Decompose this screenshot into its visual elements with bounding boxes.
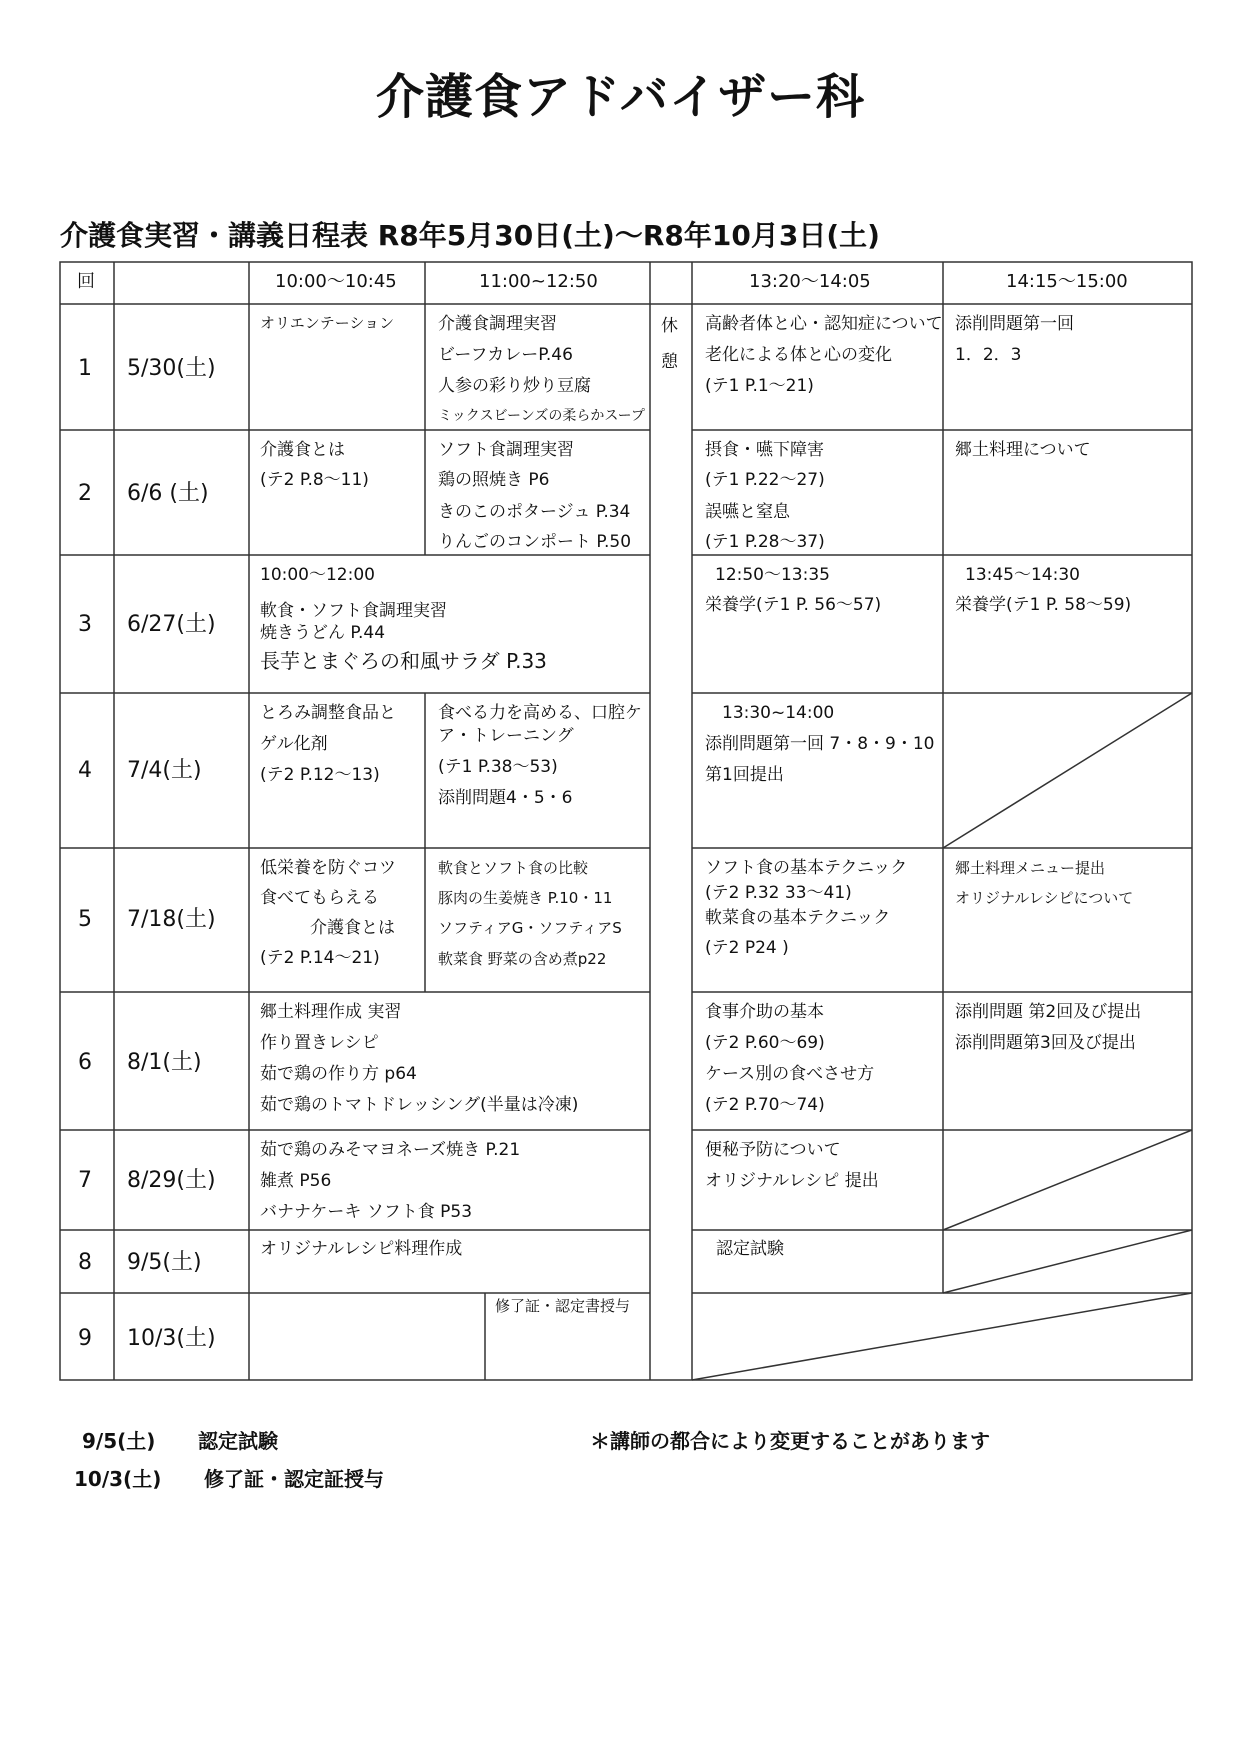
header-time-1: 10:00～10:45	[275, 271, 397, 292]
cell-text: 軟菜食の基本テクニック	[705, 908, 891, 928]
cell-text: (テ1 P.1～21)	[705, 376, 814, 396]
row-number: 6	[78, 1050, 92, 1075]
cell-text: ケース別の食べさせ方	[705, 1064, 875, 1084]
cell-text: 13:30~14:00	[722, 703, 835, 723]
row-number: 9	[78, 1326, 92, 1351]
cell-text: 郷土料理について	[955, 440, 1091, 460]
footer-date-2: 10/3(土)	[74, 1467, 162, 1491]
row-number: 7	[78, 1168, 92, 1193]
cell-text: (テ1 P.38～53)	[438, 757, 558, 777]
cell-text: (テ2 P.70～74)	[705, 1095, 825, 1115]
cell-text: 食事介助の基本	[705, 1002, 824, 1022]
cell-text: (テ2 P.12～13)	[260, 765, 380, 785]
row-date: 6/27(土)	[127, 612, 216, 637]
header-time-3: 13:20～14:05	[749, 271, 871, 292]
schedule-subtitle: 介護食実習・講義日程表 R8年5月30日(土)～R8年10月3日(土)	[60, 219, 880, 252]
cell-text: ソフティアG・ソフティアS	[438, 919, 622, 937]
cell-text: オリジナルレシピ 提出	[705, 1171, 879, 1191]
cell-text: 軟食とソフト食の比較	[438, 859, 589, 877]
cell-text: (テ2 P.32 33～41)	[705, 883, 852, 903]
cell-text: 13:45～14:30	[965, 565, 1080, 585]
cell-text: きのこのポタージュ P.34	[438, 502, 631, 522]
cell-text: 鶏の照焼き P6	[438, 470, 550, 490]
break-label-1: 休	[661, 316, 678, 336]
row-number: 3	[78, 612, 92, 637]
cell-text: 介護食とは	[260, 440, 345, 460]
row-date: 5/30(土)	[127, 356, 216, 381]
row-date: 7/18(土)	[127, 907, 216, 932]
cell-text: 茹で鶏のトマトドレッシング(半量は冷凍)	[260, 1095, 579, 1115]
empty-cell-diagonal	[943, 1130, 1192, 1230]
cell-text: 介護食とは	[310, 918, 395, 938]
footer-text-2: 修了証・認定証授与	[204, 1467, 384, 1491]
cell-text: 低栄養を防ぐコツ	[260, 858, 396, 878]
cell-text: 郷土料理作成 実習	[260, 1002, 402, 1022]
cell-text: ア・トレーニング	[438, 726, 574, 746]
cell-text: 10:00～12:00	[260, 565, 375, 585]
cell-text: 修了証・認定書授与	[495, 1297, 631, 1315]
cell-text: 便秘予防について	[705, 1140, 841, 1160]
header-time-2: 11:00~12:50	[479, 271, 598, 292]
cell-text: とろみ調整食品と	[260, 703, 396, 723]
cell-text: (テ1 P.22～27)	[705, 470, 825, 490]
cell-text: りんごのコンポート P.50	[438, 532, 632, 552]
cell-text: (テ2 P.14～21)	[260, 948, 380, 968]
row-number: 8	[78, 1250, 92, 1275]
row-number: 2	[78, 481, 92, 506]
row-number: 4	[78, 758, 92, 783]
cell-text: 作り置きレシピ	[260, 1033, 379, 1053]
cell-text: 茹で鶏の作り方 p64	[260, 1064, 417, 1084]
row-number: 5	[78, 907, 92, 932]
cell-text: 認定試験	[716, 1239, 784, 1259]
cell-text: 人参の彩り炒り豆腐	[438, 376, 591, 396]
footer-text-1: 認定試験	[198, 1429, 278, 1453]
footer-date-1: 9/5(土)	[82, 1429, 156, 1453]
cell-text: 12:50～13:35	[715, 565, 830, 585]
cell-text: 長芋とまぐろの和風サラダ P.33	[260, 649, 547, 673]
cell-text: オリジナルレシピ料理作成	[260, 1239, 463, 1259]
cell-text: 栄養学(テ1 P. 56～57)	[705, 595, 882, 615]
cell-text: 焼きうどん P.44	[260, 623, 386, 643]
cell-text: オリエンテーション	[260, 314, 395, 332]
cell-text: 食べてもらえる	[260, 888, 379, 908]
row-number: 1	[78, 356, 92, 381]
page-title: 介護食アドバイザー科	[375, 69, 866, 125]
cell-text: 添削問題第3回及び提出	[955, 1033, 1136, 1053]
cell-text: (テ1 P.28～37)	[705, 532, 825, 552]
cell-text: 軟菜食 野菜の含め煮p22	[438, 950, 607, 968]
cell-text: (テ2 P24 )	[705, 938, 789, 958]
row-date: 7/4(土)	[127, 758, 202, 783]
break-label-2: 憩	[661, 352, 678, 372]
cell-text: 摂食・嚥下障害	[705, 440, 824, 460]
cell-text: ソフト食の基本テクニック	[705, 858, 908, 878]
cell-text: 軟食・ソフト食調理実習	[260, 601, 447, 621]
cell-text: 1．2．3	[955, 345, 1022, 365]
cell-text: 郷土料理メニュー提出	[955, 859, 1106, 877]
cell-text: 添削問題 第2回及び提出	[955, 1002, 1142, 1022]
cell-text: 老化による体と心の変化	[705, 345, 892, 365]
footer-note: ＊講師の都合により変更することがあります	[590, 1429, 990, 1453]
cell-text: 添削問題4・5・6	[438, 788, 573, 808]
cell-text: 第1回提出	[705, 765, 784, 785]
empty-cell-diagonal	[943, 693, 1192, 848]
row-date: 10/3(土)	[127, 1326, 216, 1351]
cell-text: 高齢者体と心・認知症について	[705, 314, 943, 334]
cell-text: 雑煮 P56	[260, 1171, 332, 1191]
row-date: 9/5(土)	[127, 1250, 202, 1275]
cell-text: 茹で鶏のみそマヨネーズ焼き P.21	[260, 1140, 521, 1160]
row-date: 6/6 (土)	[127, 481, 209, 506]
cell-text: ミックスビーンズの柔らかスープ	[438, 408, 645, 424]
cell-text: 豚肉の生姜焼き P.10・11	[438, 889, 613, 907]
cell-text: ビーフカレーP.46	[438, 345, 573, 365]
cell-text: 食べる力を高める、口腔ケ	[438, 703, 642, 723]
cell-text: オリジナルレシピについて	[955, 889, 1134, 907]
header-time-4: 14:15～15:00	[1006, 271, 1128, 292]
cell-text: (テ2 P.8～11)	[260, 470, 369, 490]
cell-text: 介護食調理実習	[438, 314, 557, 334]
cell-text: バナナケーキ ソフト食 P53	[260, 1202, 473, 1222]
row-date: 8/1(土)	[127, 1050, 202, 1075]
cell-text: (テ2 P.60～69)	[705, 1033, 825, 1053]
empty-cell-diagonal	[943, 1230, 1192, 1293]
cell-text: 誤嚥と窒息	[705, 502, 790, 522]
cell-text: 添削問題第一回 7・8・9・10	[705, 734, 935, 754]
cell-text: ソフト食調理実習	[438, 440, 574, 460]
cell-text: 添削問題第一回	[955, 314, 1074, 334]
empty-cell-diagonal	[692, 1293, 1192, 1380]
header-kai: 回	[77, 271, 95, 292]
row-date: 8/29(土)	[127, 1168, 216, 1193]
cell-text: ゲル化剤	[260, 734, 328, 754]
cell-text: 栄養学(テ1 P. 58～59)	[955, 595, 1132, 615]
